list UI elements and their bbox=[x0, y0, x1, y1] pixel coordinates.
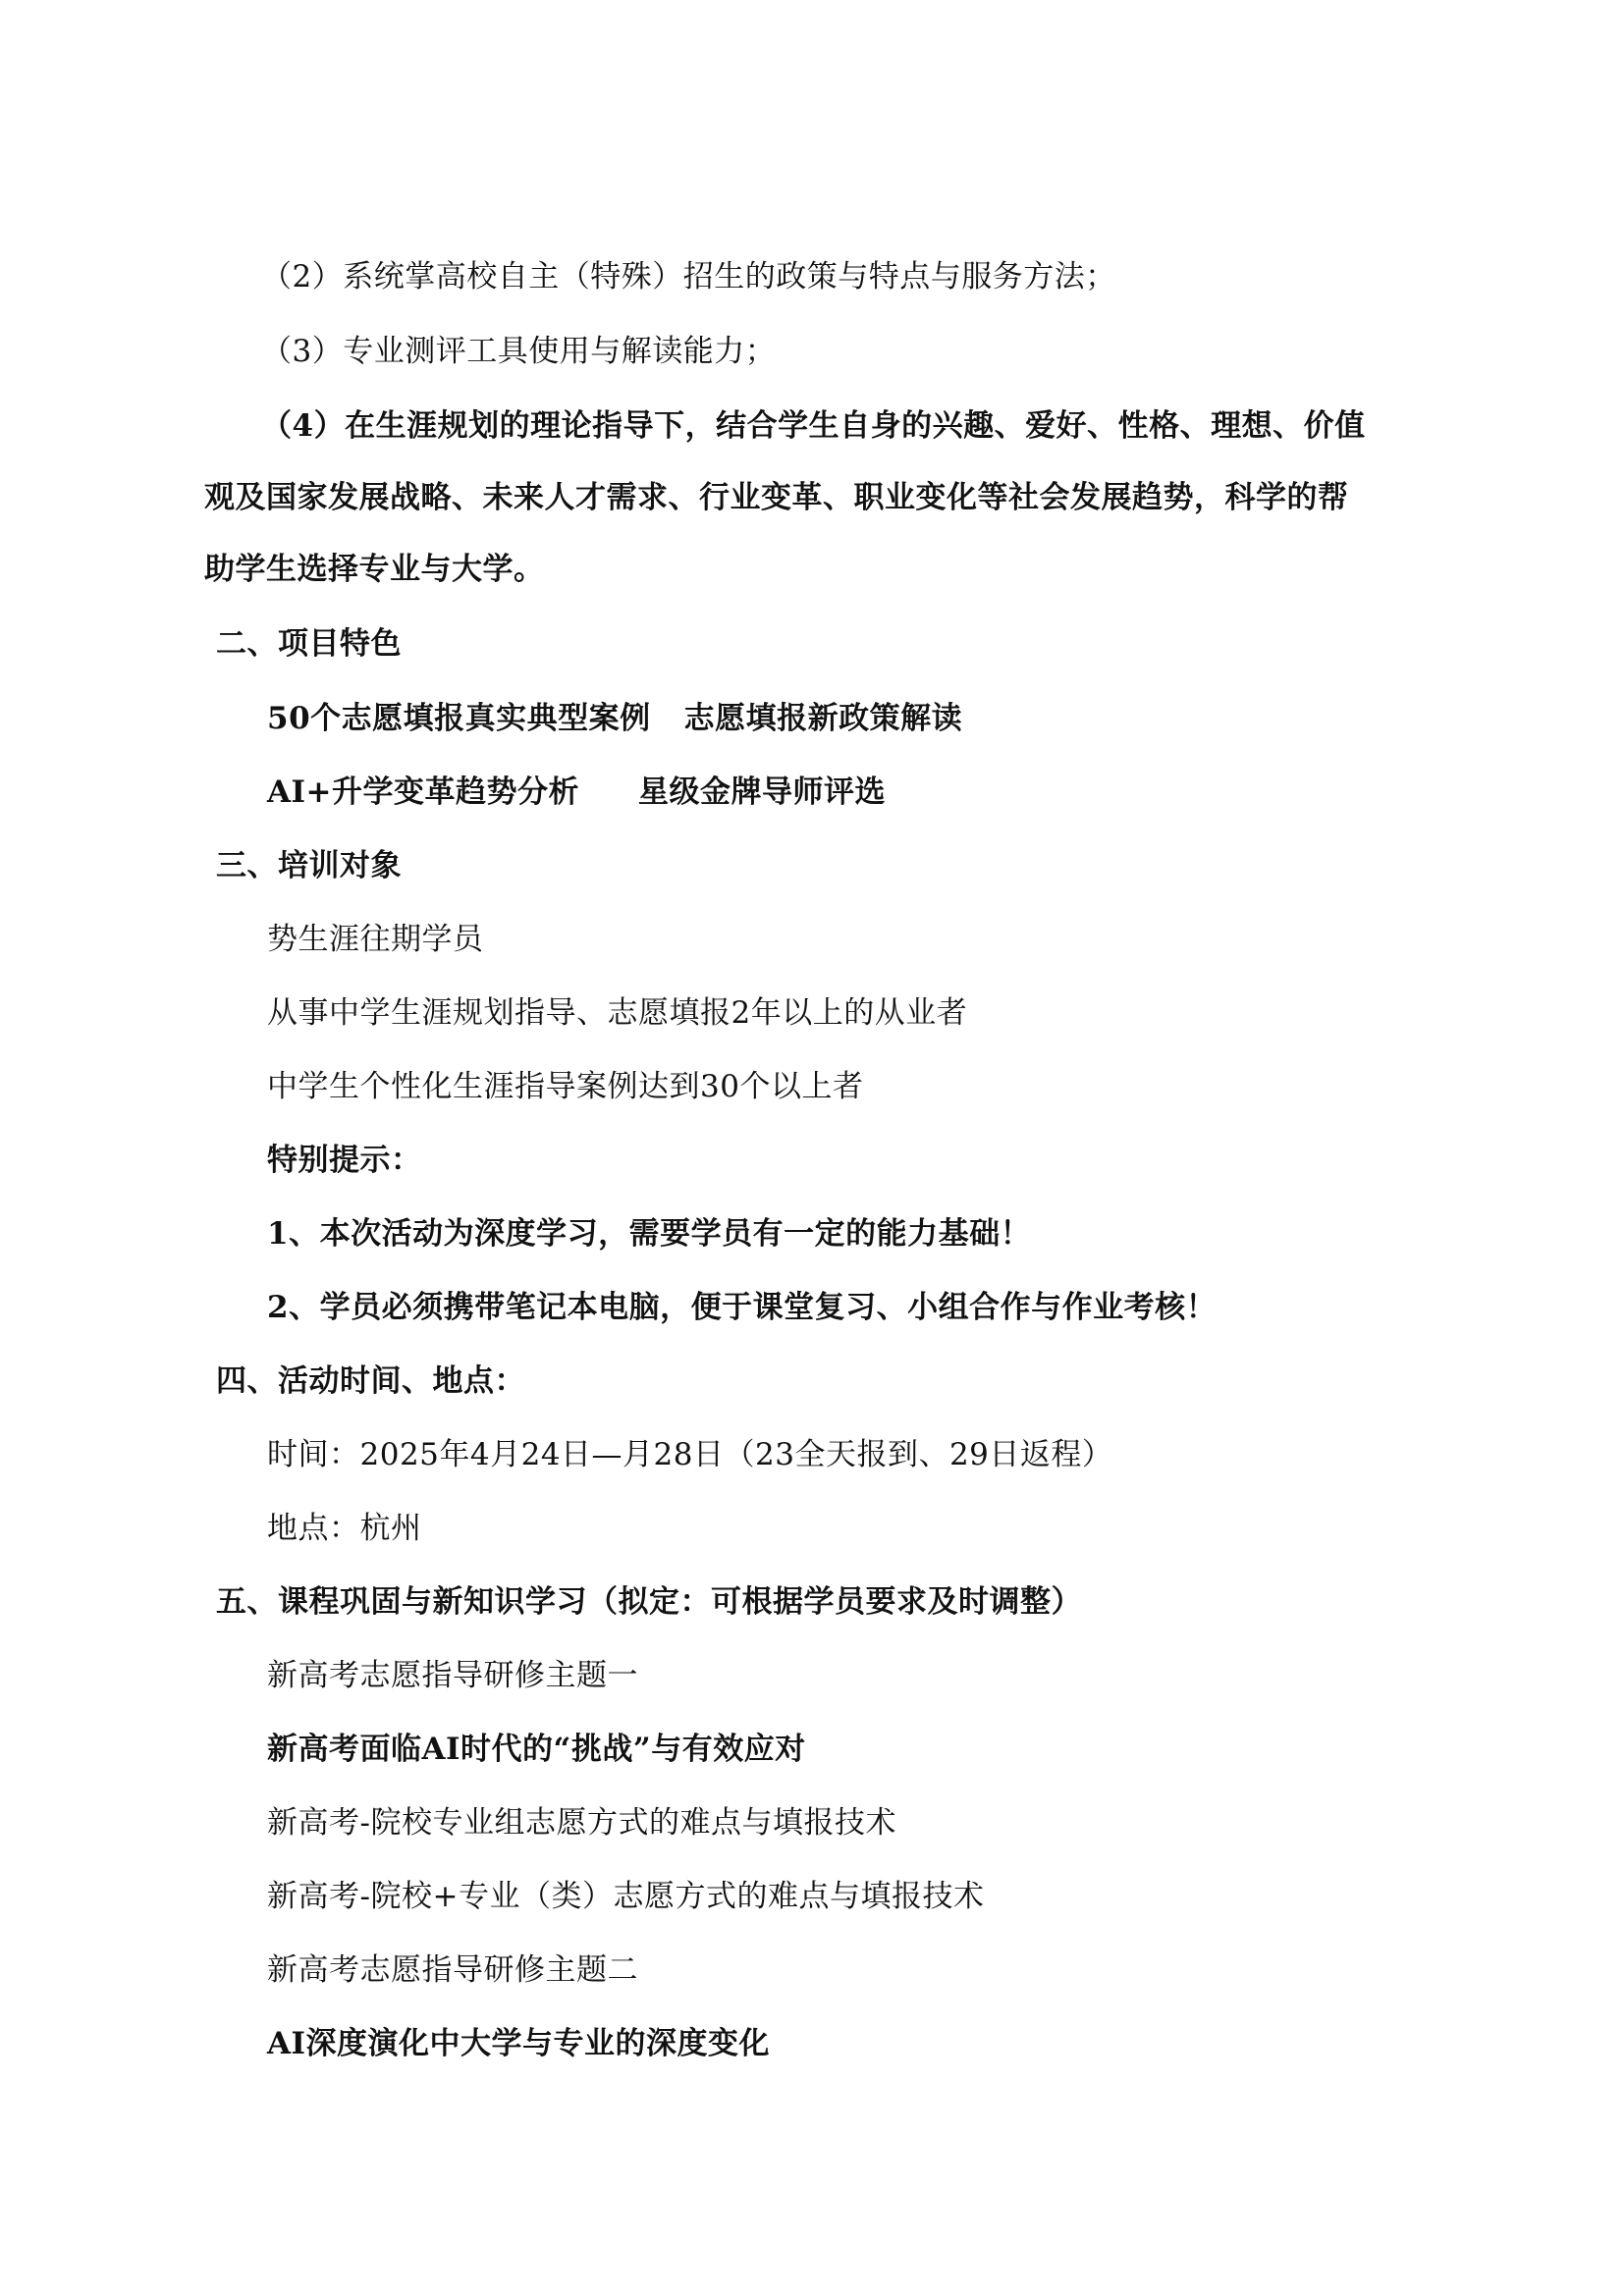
course-item: 新高考面临AI时代的“挑战”与有效应对 bbox=[267, 1732, 806, 1767]
course-item: 新高考-院校+专业（类）志愿方式的难点与填报技术 bbox=[267, 1879, 985, 1914]
course-item: 新高考志愿指导研修主题二 bbox=[267, 1952, 638, 1988]
section-heading-features: 二、项目特色 bbox=[216, 626, 402, 662]
section-heading-audience: 三、培训对象 bbox=[216, 848, 402, 883]
objective-item-4-line-1: （4）在生涯规划的理论指导下，结合学生自身的兴趣、爱好、性格、理想、价值 bbox=[261, 408, 1366, 444]
notice-heading: 特别提示： bbox=[267, 1143, 422, 1178]
objective-item-4-line-2: 观及国家发展战略、未来人才需求、行业变革、职业变化等社会发展趋势，科学的帮 bbox=[204, 480, 1349, 515]
objective-item-3: （3）专业测评工具使用与解读能力； bbox=[261, 334, 777, 369]
notice-item: 1、本次活动为深度学习，需要学员有一定的能力基础！ bbox=[267, 1216, 1032, 1252]
audience-item: 中学生个性化生涯指导案例达到30个以上者 bbox=[267, 1069, 864, 1104]
objective-item-2: （2）系统掌高校自主（特殊）招生的政策与特点与服务方法； bbox=[261, 259, 1116, 294]
section-heading-schedule: 四、活动时间、地点： bbox=[216, 1363, 525, 1399]
feature-item: 志愿填报新政策解读 bbox=[683, 701, 963, 736]
schedule-time: 时间：2025年4月24日—月28日（23全天报到、29日返程） bbox=[267, 1437, 1113, 1472]
course-item: 新高考-院校专业组志愿方式的难点与填报技术 bbox=[267, 1805, 896, 1841]
feature-item: 50个志愿填报真实典型案例 bbox=[267, 701, 651, 736]
feature-item: AI+升学变革趋势分析 bbox=[267, 774, 580, 810]
schedule-place: 地点：杭州 bbox=[267, 1511, 422, 1546]
notice-item: 2、学员必须携带笔记本电脑，便于课堂复习、小组合作与作业考核！ bbox=[267, 1290, 1218, 1325]
objective-item-4-line-3: 助学生选择专业与大学。 bbox=[204, 552, 545, 587]
course-item: AI深度演化中大学与专业的深度变化 bbox=[267, 2026, 771, 2061]
section-heading-courses: 五、课程巩固与新知识学习（拟定：可根据学员要求及时调整） bbox=[216, 1584, 1082, 1620]
course-item: 新高考志愿指导研修主题一 bbox=[267, 1658, 638, 1693]
features-row-1 bbox=[267, 699, 962, 738]
features-row-2 bbox=[267, 773, 886, 812]
feature-item: 星级金牌导师评选 bbox=[638, 774, 887, 810]
audience-item: 从事中学生涯规划指导、志愿填报2年以上的从业者 bbox=[267, 995, 968, 1031]
audience-item: 势生涯往期学员 bbox=[267, 922, 484, 957]
